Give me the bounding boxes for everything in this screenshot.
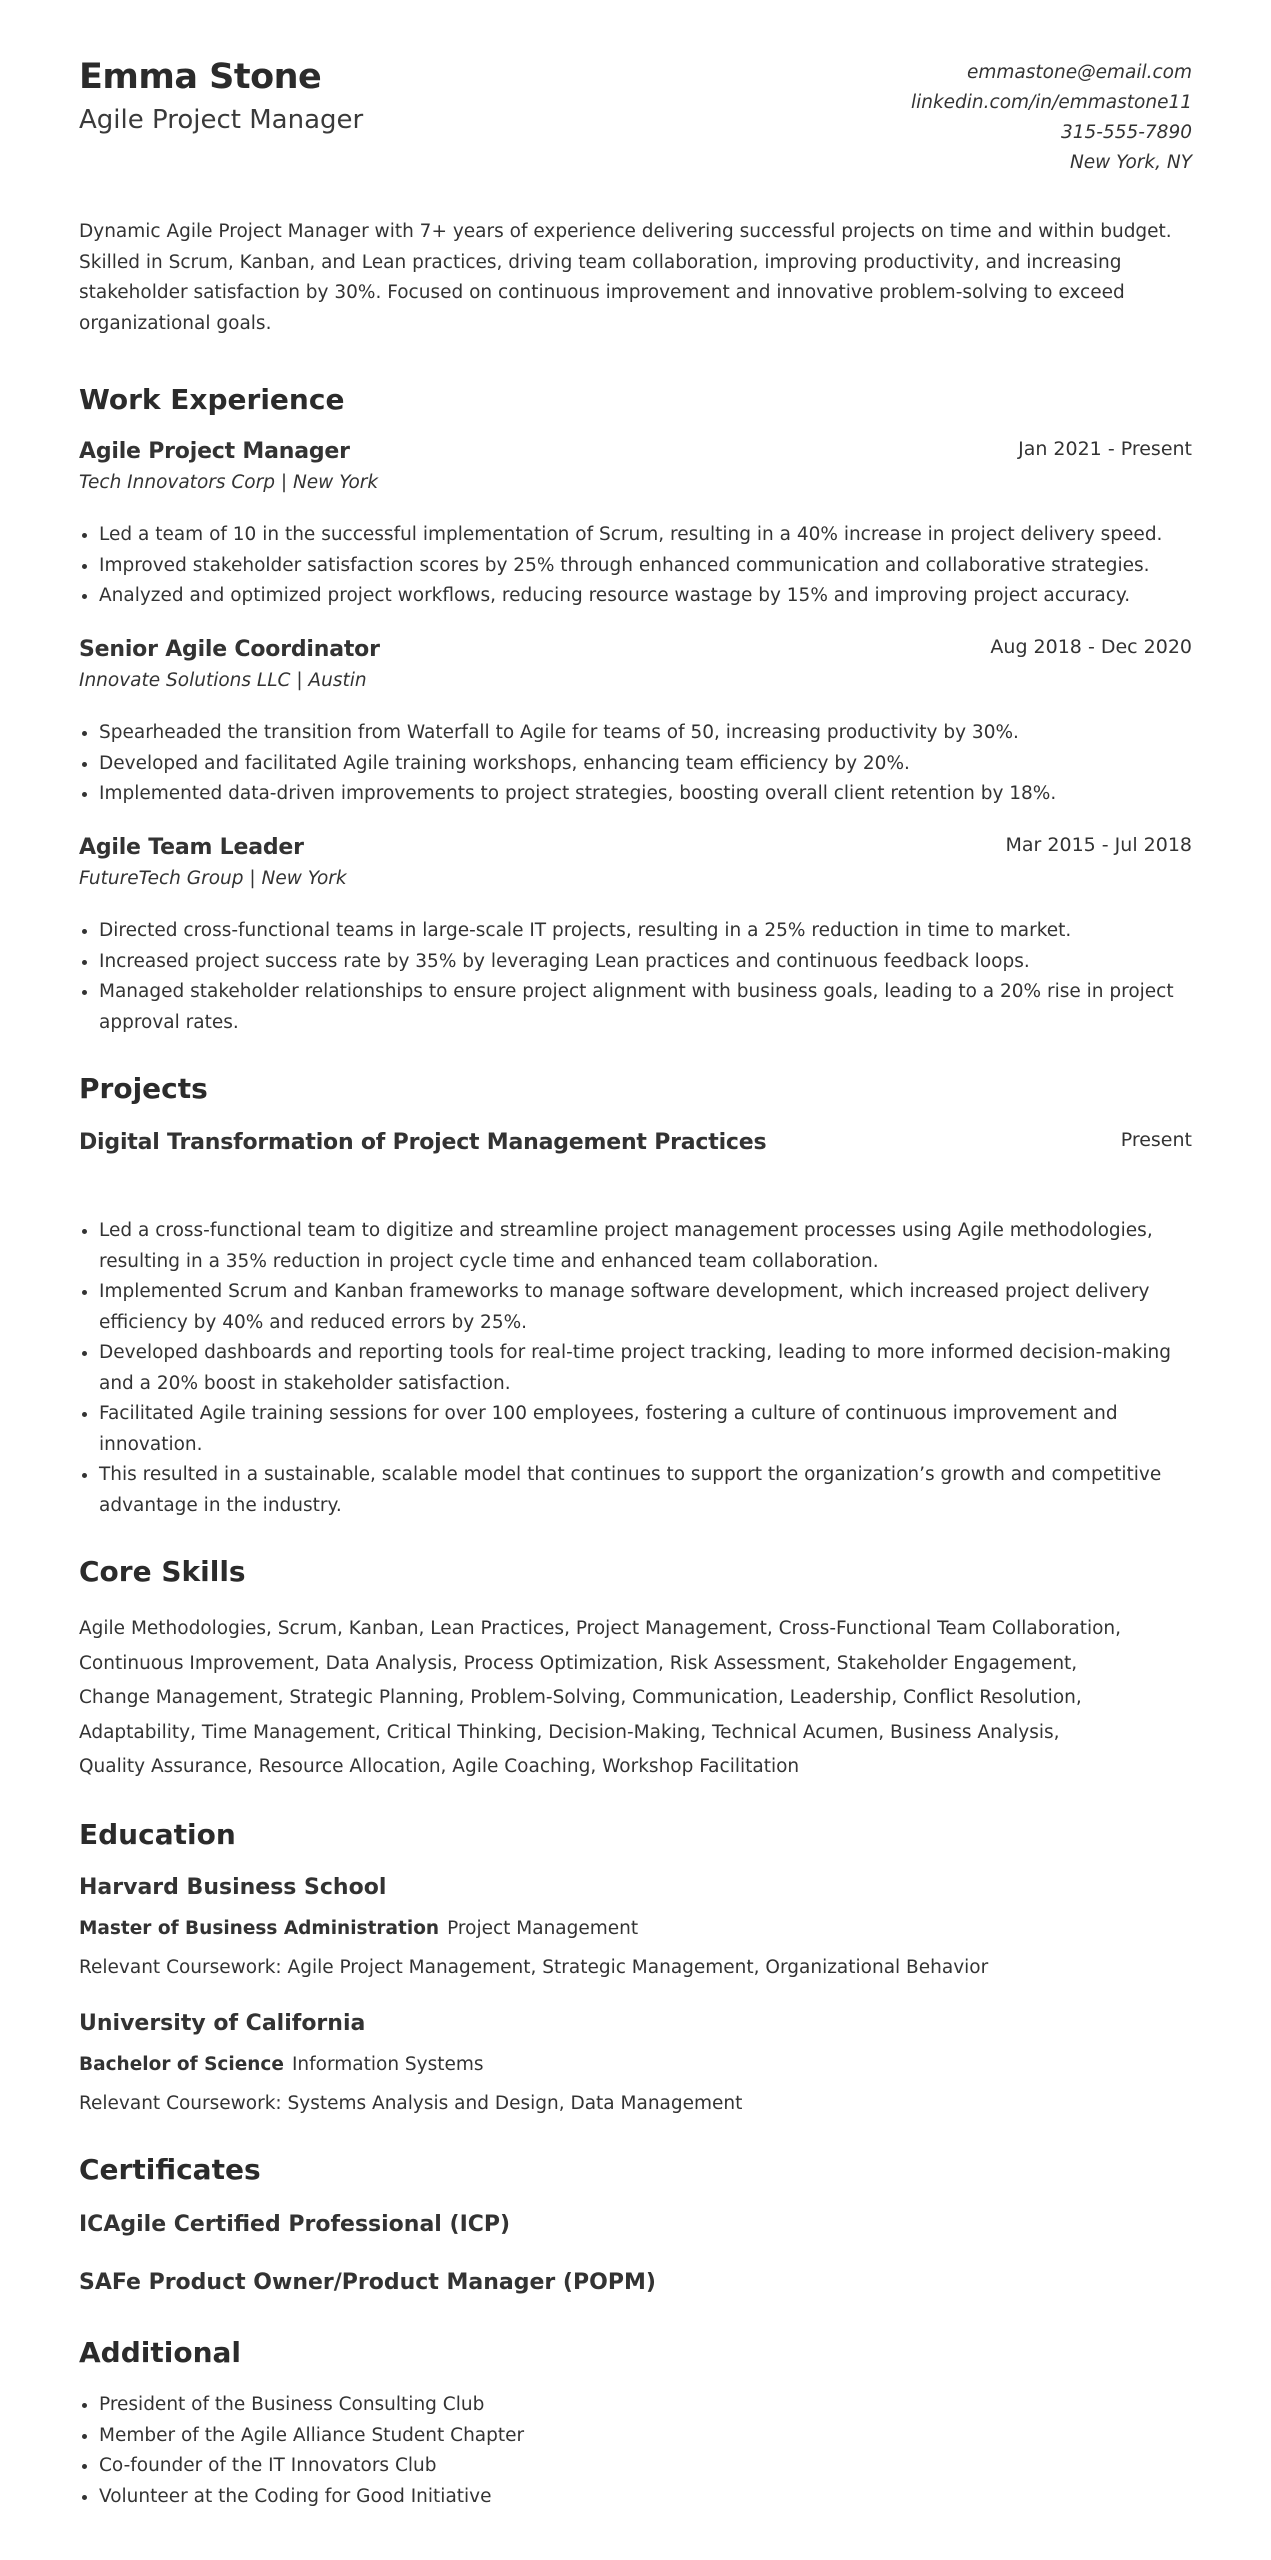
job-dates: Jan 2021 - Present — [1018, 438, 1192, 460]
education-field: Project Management — [447, 1918, 639, 1939]
project-date: Present — [1120, 1129, 1192, 1151]
list-item: • Improved stakeholder satisfaction scores by 25% through enhanced communication and collaborative strategies. — [99, 551, 1192, 582]
candidate-name: Emma Stone — [79, 57, 322, 97]
education-school: Harvard Business School — [79, 1875, 387, 1900]
section-heading-additional: Additional — [79, 2336, 241, 2369]
list-item: • Developed dashboards and reporting tools for real-time project tracking, leading to more informed decision-making and a 20% boost in stakeholder satisfaction. — [99, 1338, 1192, 1399]
skills-list — [79, 1612, 1192, 1785]
list-item: • Analyzed and optimized project workflows, reducing resource wastage by 15% and improving project accuracy. — [99, 581, 1192, 612]
project-bullets — [79, 1216, 1192, 1521]
section-heading-work: Work Experience — [79, 383, 345, 416]
list-item: • Spearheaded the transition from Waterfall to Agile for teams of 50, increasing productivity by 30%. — [99, 718, 1192, 749]
contact-location: New York, NY — [1069, 152, 1192, 173]
list-item: • Facilitated Agile training sessions for over 100 employees, fostering a culture of continuous improvement and innovation. — [99, 1399, 1192, 1460]
contact-email[interactable]: emmastone@email.com — [967, 62, 1192, 83]
list-item: • Increased project success rate by 35% by leveraging Lean practices and continuous feedback loops. — [99, 947, 1192, 978]
job-title: Agile Team Leader — [79, 835, 304, 860]
job-dates: Aug 2018 - Dec 2020 — [990, 636, 1192, 658]
candidate-title: Agile Project Manager — [79, 105, 364, 135]
job-bullets — [79, 718, 1192, 810]
list-item: • Led a team of 10 in the successful implementation of Scrum, resulting in a 40% increase in project delivery speed. — [99, 520, 1192, 551]
list-item: • Managed stakeholder relationships to ensure project alignment with business goals, leading to a 20% rise in project approval rates. — [99, 977, 1192, 1038]
list-item: • Implemented data-driven improvements to project strategies, boosting overall client retention by 18%. — [99, 779, 1192, 810]
section-heading-education: Education — [79, 1818, 236, 1851]
skills-line: Change Management, Strategic Planning, Problem-Solving, Communication, Leadership, Conflict Resolution, — [79, 1687, 1082, 1708]
skills-line: Adaptability, Time Management, Critical Thinking, Decision-Making, Technical Acumen, Business Analysis, — [79, 1721, 1060, 1743]
job-bullets — [79, 520, 1192, 612]
job-dates: Mar 2015 - Jul 2018 — [1005, 834, 1192, 856]
education-coursework: Relevant Coursework: Agile Project Management, Strategic Management, Organizational Behavior — [79, 1957, 989, 1978]
education-school: University of California — [79, 2011, 366, 2036]
list-item: • Member of the Agile Alliance Student Chapter — [99, 2421, 1192, 2452]
skills-line: Quality Assurance, Resource Allocation, Agile Coaching, Workshop Facilitation — [79, 1756, 800, 1777]
section-heading-skills: Core Skills — [79, 1555, 246, 1588]
education-degree: Master of Business Administration — [79, 1918, 440, 1939]
skills-line: Continuous Improvement, Data Analysis, Process Optimization, Risk Assessment, Stakeholder Engagement, — [79, 1652, 1078, 1674]
project-title: Digital Transformation of Project Management Practices — [79, 1130, 767, 1155]
education-degree-line — [79, 1918, 638, 1939]
job-title: Agile Project Manager — [79, 439, 350, 464]
contact-linkedin[interactable]: linkedin.com/in/emmastone11 — [910, 92, 1192, 113]
education-degree: Bachelor of Science — [79, 2054, 284, 2075]
job-title: Senior Agile Coordinator — [79, 637, 380, 662]
contact-phone: 315-555-7890 — [1060, 122, 1192, 143]
list-item: • Directed cross-functional teams in large-scale IT projects, resulting in a 25% reduction in time to market. — [99, 916, 1192, 947]
list-item: • President of the Business Consulting Club — [99, 2390, 1192, 2421]
section-heading-certificates: Certificates — [79, 2153, 261, 2186]
list-item: • Co-founder of the IT Innovators Club — [99, 2451, 1192, 2482]
education-coursework: Relevant Coursework: Systems Analysis and Design, Data Management — [79, 2093, 743, 2114]
job-bullets — [79, 916, 1192, 1038]
list-item: • Volunteer at the Coding for Good Initiative — [99, 2482, 1192, 2513]
education-degree-line — [79, 2054, 484, 2075]
education-field: Information Systems — [291, 2054, 484, 2075]
list-item: • Led a cross-functional team to digitize and streamline project management processes using Agile methodologies, resulting in a 35% reduction in project cycle time and enhanced team collaboration. — [99, 1216, 1192, 1277]
section-heading-projects: Projects — [79, 1072, 208, 1105]
skills-line: Agile Methodologies, Scrum, Kanban, Lean Practices, Project Management, Cross-Functional Team Collaboration, — [79, 1618, 1122, 1639]
job-company: FutureTech Group | New York — [79, 868, 347, 889]
certificate-item: ICAgile Certified Professional (ICP) — [79, 2212, 511, 2237]
list-item: • Developed and facilitated Agile training workshops, enhancing team efficiency by 20%. — [99, 749, 1192, 780]
list-item: • Implemented Scrum and Kanban frameworks to manage software development, which increased project delivery efficiency by 40% and reduced errors by 25%. — [99, 1277, 1192, 1338]
certificate-item: SAFe Product Owner/Product Manager (POPM) — [79, 2270, 656, 2295]
job-company: Tech Innovators Corp | New York — [79, 472, 379, 493]
additional-list — [79, 2390, 1192, 2512]
job-company: Innovate Solutions LLC | Austin — [79, 670, 367, 691]
professional-summary: Dynamic Agile Project Manager with 7+ years of experience delivering successful projects on time and within budget. Skilled in Scrum, Kanban, and Lean practices, driving team collaboration, improving productivity, and increasing stakeholder satisfaction by 30%. Focused on continuous improvement and innovative problem-solving to exceed organizational goals. — [79, 221, 1172, 334]
list-item: • This resulted in a sustainable, scalable model that continues to support the organization’s growth and competitive advantage in the industry. — [99, 1460, 1192, 1521]
